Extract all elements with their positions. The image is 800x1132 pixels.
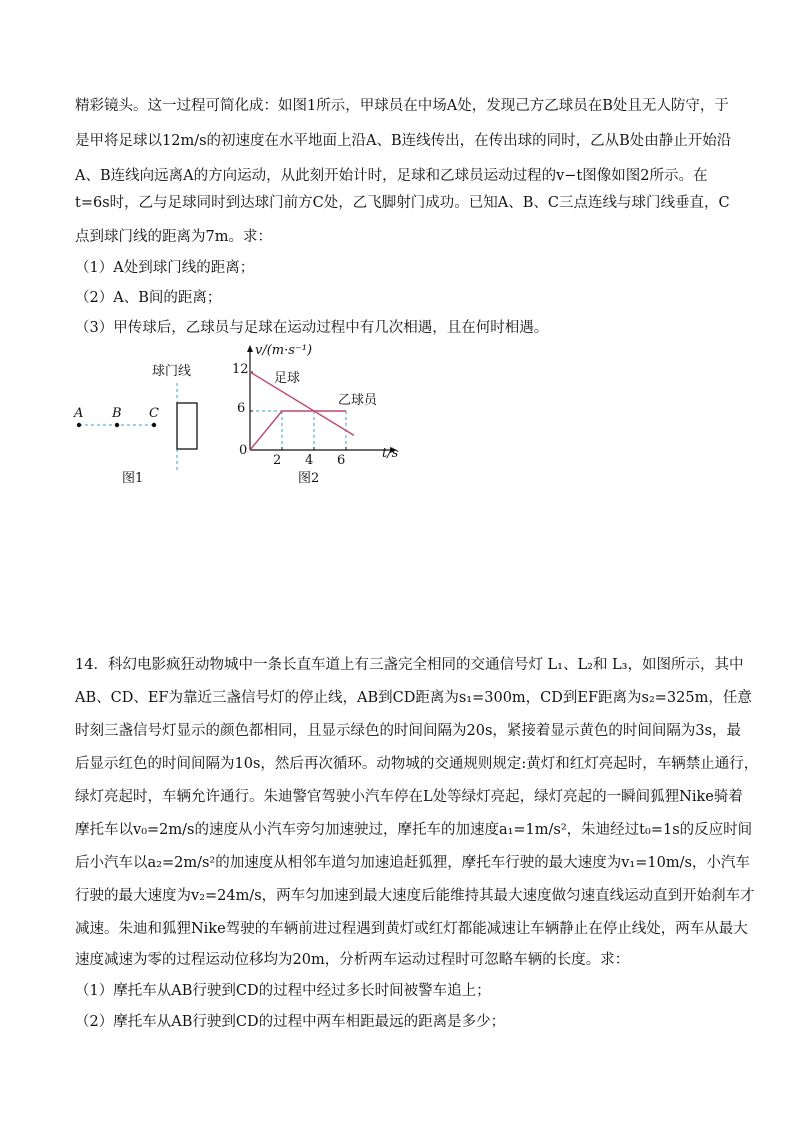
series-line-player — [250, 411, 346, 450]
figure-1-caption: 图1 — [122, 471, 144, 486]
point-c-dot — [152, 423, 156, 427]
figure-2-caption: 图2 — [298, 471, 320, 486]
origin-label: 0 — [239, 443, 248, 458]
q13-line-1: 精彩镜头。这一过程可简化成：如图1所示，甲球员在中场A处，发现己方乙球员在B处且无人防守，于 — [75, 98, 729, 114]
q14-line-5: 绿灯亮起时，车辆允许通行。朱迪警官驾驶小汽车停在L处等绿灯亮起，绿灯亮起的一瞬间狐狸Nike骑着 — [75, 789, 743, 805]
q13-line-4: t=6s时，乙与足球同时到达球门前方C处，乙飞脚射门成功。已知A、B、C三点连线与球门线垂直，C — [75, 195, 730, 211]
y-tick-label-12: 12 — [232, 362, 249, 377]
q14-line-7: 后小汽车以a₂=2m/s²的加速度从相邻车道匀加速追赶狐狸，摩托车行驶的最大速度为v₁=10m/s，小汽车 — [75, 855, 750, 871]
q13-subquestion-2: （2）A、B间的距离； — [75, 290, 222, 306]
goal-line-label: 球门线 — [152, 364, 192, 379]
q14-line-8: 行驶的最大速度为v₂=24m/s，两车匀加速到最大速度后能维持其最大速度做匀速直线运动直到开始刹车才 — [75, 888, 755, 904]
x-tick-label-2: 2 — [273, 453, 282, 468]
point-b-dot — [115, 423, 119, 427]
q14-subquestion-2: （2）摩托车从AB行驶到CD的过程中两车相距最远的距离是多少； — [75, 1014, 506, 1030]
x-tick-label-6: 6 — [337, 453, 346, 468]
q14-line-3: 时刻三盏信号灯显示的颜色都相同，且显示绿色的时间间隔为20s，紧接着显示黄色的时间间隔为3s，最 — [75, 723, 742, 739]
q13-line-3: A、B连线向远离A的方向运动，从此刻开始计时，足球和乙球员运动过程的v−t图像如图2所示。在 — [75, 168, 708, 184]
y-tick-label-6: 6 — [237, 401, 246, 416]
q14-line-4: 后显示红色的时间间隔为10s，然后再次循环。动物城的交通规则规定:黄灯和红灯亮起时，车辆禁止通行， — [75, 756, 759, 772]
x-axis-label: t/s — [382, 446, 399, 461]
y-axis-arrow — [247, 345, 253, 352]
point-c-label: C — [149, 406, 159, 421]
figure-2-vt-chart — [222, 340, 407, 490]
q13-line-5: 点到球门线的距离为7m。求： — [75, 229, 272, 245]
point-a-dot — [77, 423, 81, 427]
q14-line-10: 速度减速为零的过程运动位移均为20m，分析两车运动过程时可忽略车辆的长度。求： — [75, 952, 630, 968]
y-axis-label: v/(m·s⁻¹) — [255, 343, 313, 358]
q14-line-2: AB、CD、EF为靠近三盏信号灯的停止线，AB到CD距离为s₁=300m，CD到EF距离为s₂=325m，任意 — [75, 690, 752, 706]
figure-1-diagram — [70, 355, 220, 495]
series-label-player: 乙球员 — [338, 393, 378, 408]
point-a-label: A — [74, 406, 84, 421]
x-tick-label-4: 4 — [305, 453, 314, 468]
goal-rectangle — [177, 403, 197, 449]
point-b-label: B — [112, 406, 122, 421]
q14-line-6: 摩托车以v₀=2m/s的速度从小汽车旁匀加速驶过，摩托车的加速度a₁=1m/s²，朱迪经过t₀=1s的反应时间 — [75, 822, 753, 838]
q14-subquestion-1: （1）摩托车从AB行驶到CD的过程中经过多长时间被警车追上； — [75, 983, 491, 999]
q13-subquestion-1: （1）A处到球门线的距离； — [75, 260, 255, 276]
q13-line-2: 是甲将足球以12m/s的初速度在水平地面上沿A、B连线传出，在传出球的同时，乙从B处由静止开始沿 — [75, 133, 732, 149]
q13-subquestion-3: （3）甲传球后，乙球员与足球在运动过程中有几次相遇，且在何时相遇。 — [75, 320, 549, 336]
q14-line-9: 减速。朱迪和狐狸Nike驾驶的车辆前进过程遇到黄灯或红灯都能减速让车辆静止在停止线处，两车从最大 — [75, 921, 748, 937]
q14-line-1: 14．科幻电影疯狂动物城中一条长直车道上有三盏完全相同的交通信号灯 L₁、L₂和 L₃，如图所示，其中 — [75, 657, 744, 673]
series-label-ball: 足球 — [274, 371, 301, 386]
